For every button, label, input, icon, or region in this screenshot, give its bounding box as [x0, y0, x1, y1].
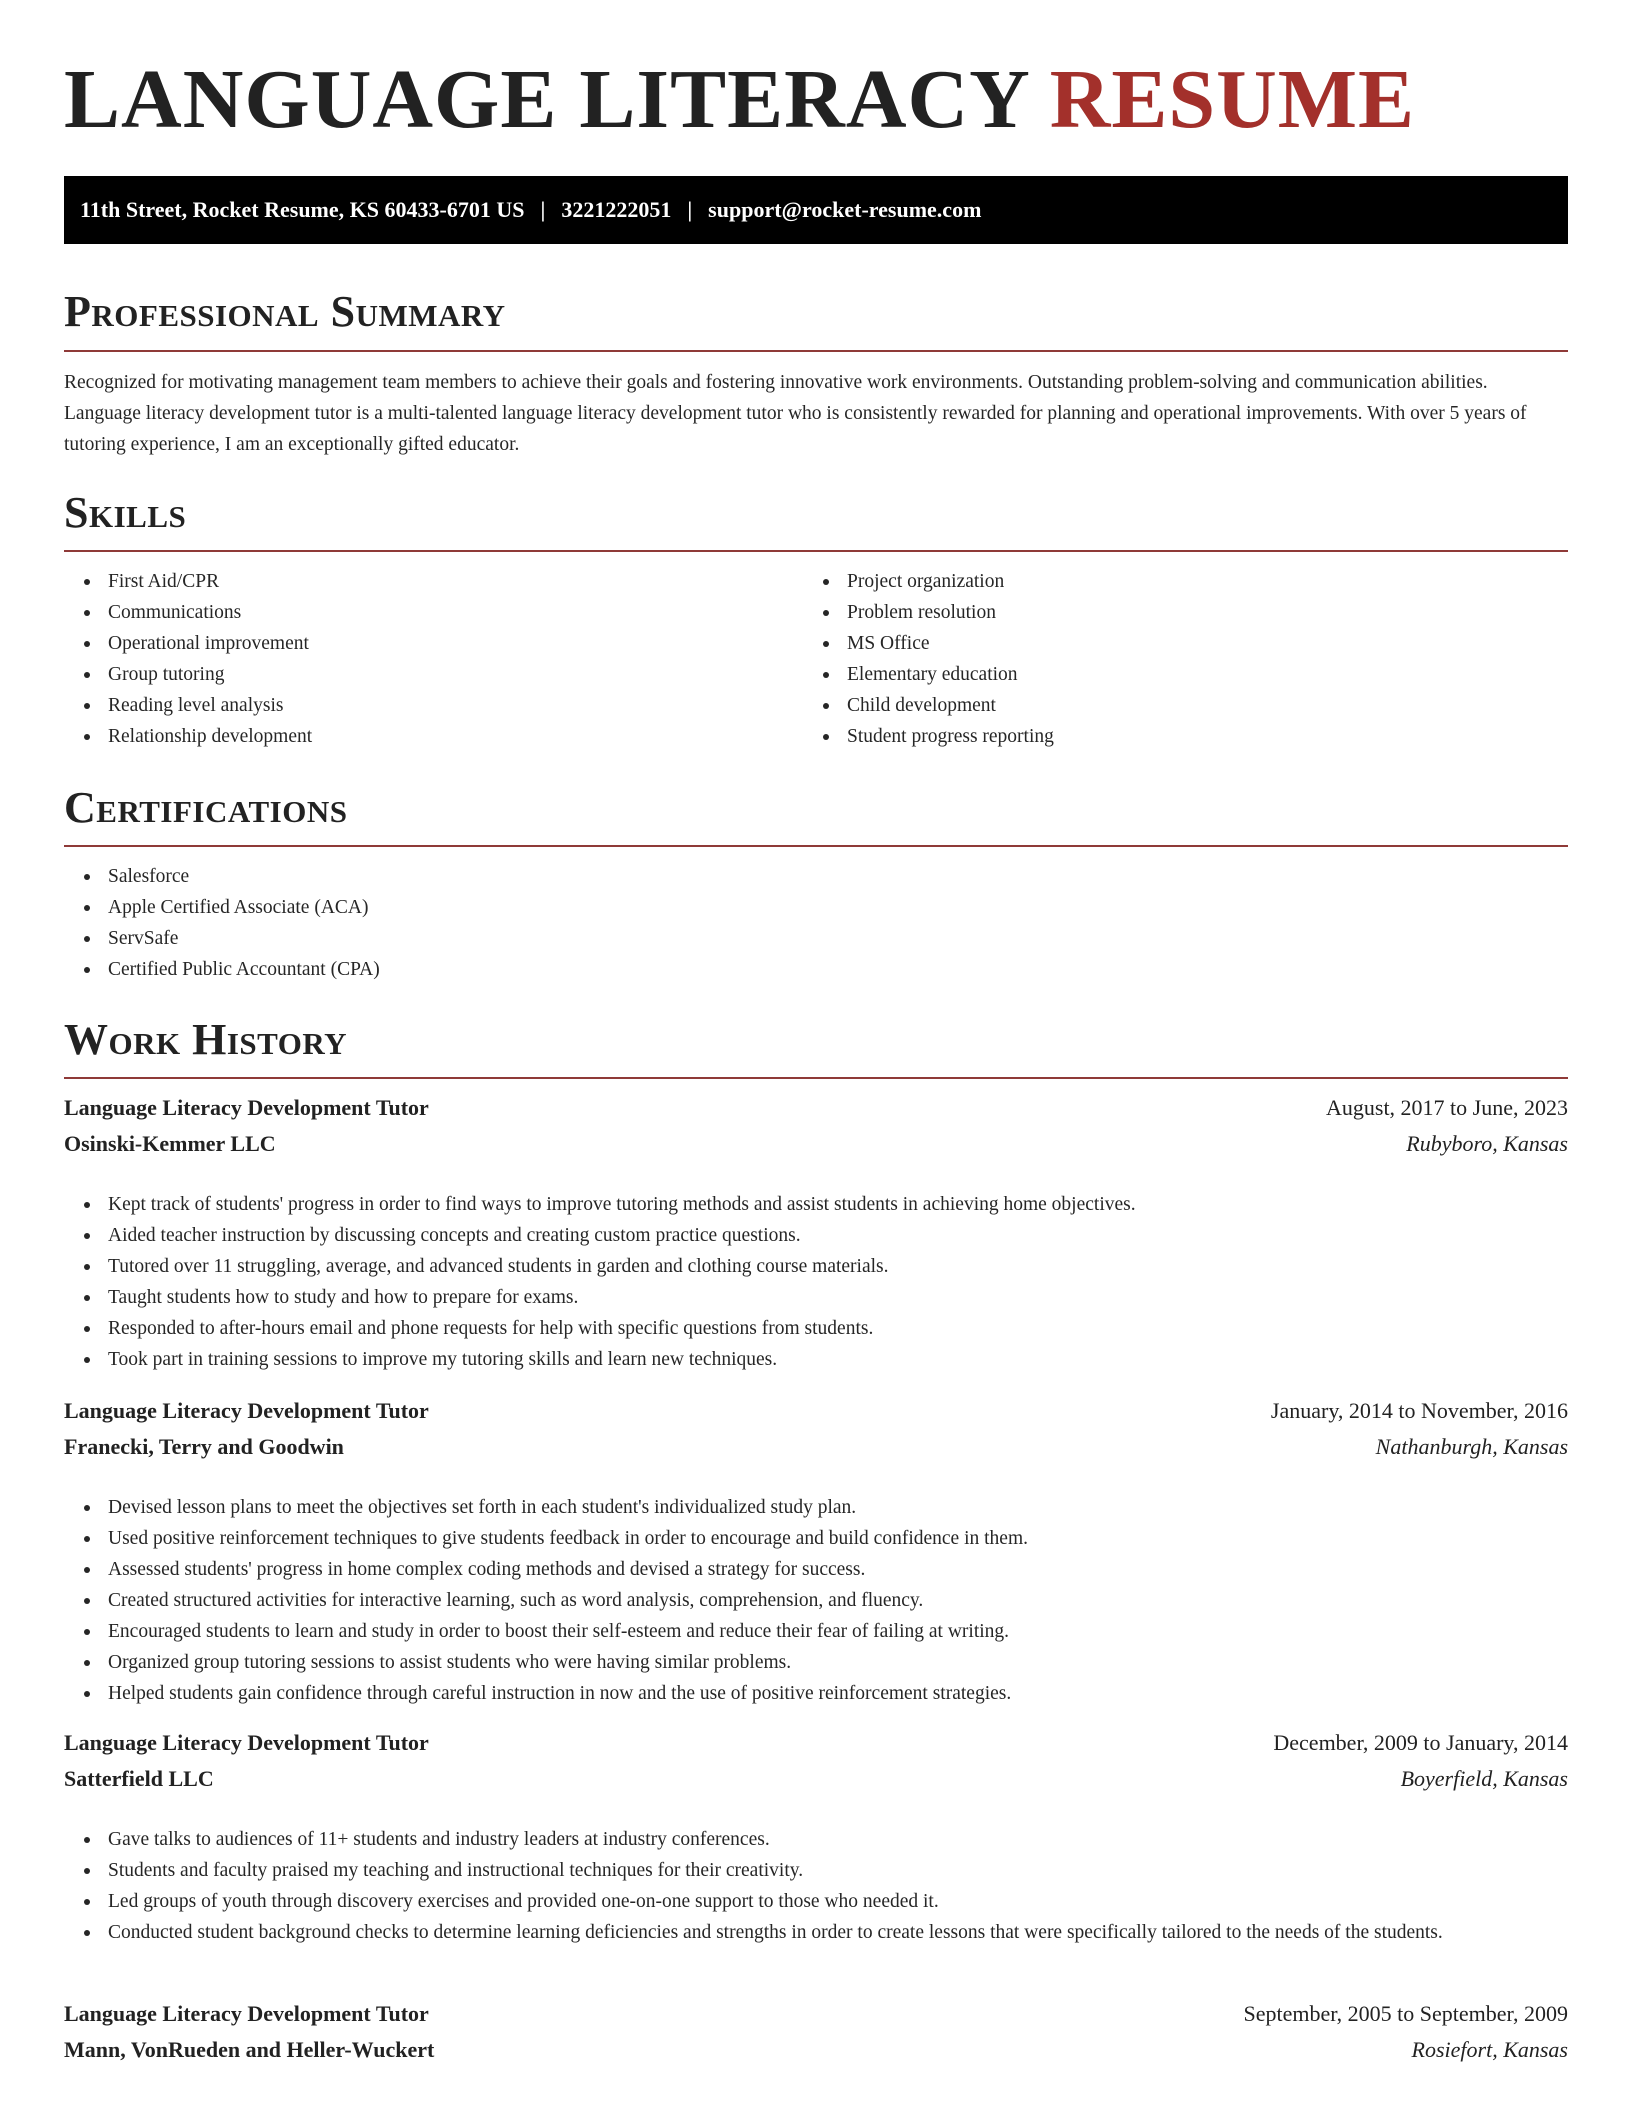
certifications-heading: Certifications	[64, 783, 348, 832]
title-accent: RESUME	[1049, 53, 1416, 146]
summary-heading: Professional Summary	[64, 287, 506, 336]
job-header	[64, 1393, 1568, 1429]
job-header	[64, 1996, 1568, 2032]
list-item: Certified Public Accountant (CPA)	[108, 954, 1568, 985]
work-history-heading: Work History	[64, 1015, 348, 1064]
job-header	[64, 1725, 1568, 1761]
job-title: Language Literacy Development Tutor	[64, 1730, 429, 1755]
list-item: Conducted student background checks to determine learning deficiencies and strengths in order to create lessons that were specifically tailored to the needs of the students.	[108, 1917, 1568, 1948]
job-subheader	[64, 1126, 1568, 1162]
job-duties-list	[64, 1189, 1568, 1375]
job-dates: December, 2009 to January, 2014	[1273, 1730, 1568, 1755]
job-location: Rubyboro, Kansas	[1406, 1131, 1568, 1156]
section-divider	[64, 550, 1568, 552]
list-item: Responded to after-hours email and phone requests for help with specific questions from students.	[108, 1313, 1568, 1344]
job-duties-list	[64, 1492, 1568, 1709]
list-item: Kept track of students' progress in order to find ways to improve tutoring methods and assist students in achieving home objectives.	[108, 1189, 1568, 1220]
list-item: Led groups of youth through discovery exercises and provided one-on-one support to those who needed it.	[108, 1886, 1568, 1917]
job-dates: January, 2014 to November, 2016	[1270, 1398, 1568, 1423]
list-item: Reading level analysis	[108, 690, 788, 721]
job-title: Language Literacy Development Tutor	[64, 1398, 429, 1423]
list-item: Took part in training sessions to improve my tutoring skills and learn new techniques.	[108, 1344, 1568, 1375]
list-item: Encouraged students to learn and study in order to boost their self-esteem and reduce their fear of failing at writing.	[108, 1616, 1568, 1647]
job-dates: August, 2017 to June, 2023	[1326, 1095, 1568, 1120]
skills-list-right	[803, 566, 1567, 752]
title-main: LANGUAGE LITERACY	[64, 53, 1028, 146]
job-company: Osinski-Kemmer LLC	[64, 1131, 276, 1156]
list-item: Used positive reinforcement techniques to give students feedback in order to encourage and build confidence in them.	[108, 1523, 1568, 1554]
resume-title	[64, 53, 1416, 146]
skills-list-left	[64, 566, 788, 752]
list-item: Created structured activities for interactive learning, such as word analysis, comprehension, and fluency.	[108, 1585, 1568, 1616]
list-item: Gave talks to audiences of 11+ students and industry leaders at industry conferences.	[108, 1824, 1568, 1855]
summary-text: Recognized for motivating management team members to achieve their goals and fostering innovative work environments. Outstanding problem-solving and communication abilities. Language literacy development tutor is a multi-talented language literacy development tutor who is consistently rewarded for planning and operational improvements. With over 5 years of tutoring experience, I am an exceptionally gifted educator.	[64, 372, 1527, 455]
section-divider	[64, 845, 1568, 847]
list-item: ServSafe	[108, 923, 1568, 954]
list-item: Problem resolution	[847, 597, 1567, 628]
list-item: Tutored over 11 struggling, average, and advanced students in garden and clothing course materials.	[108, 1251, 1568, 1282]
job-subheader	[64, 2032, 1568, 2068]
list-item: Apple Certified Associate (ACA)	[108, 892, 1568, 923]
job-title: Language Literacy Development Tutor	[64, 2001, 429, 2026]
job-header	[64, 1090, 1568, 1126]
job-location: Nathanburgh, Kansas	[1375, 1434, 1568, 1459]
skills-heading: Skills	[64, 488, 187, 537]
job-company: Franecki, Terry and Goodwin	[64, 1434, 344, 1459]
list-item: Organized group tutoring sessions to assist students who were having similar problems.	[108, 1647, 1568, 1678]
list-item: Students and faculty praised my teaching and instructional techniques for their creativity.	[108, 1855, 1568, 1886]
job-title: Language Literacy Development Tutor	[64, 1095, 429, 1120]
job-subheader	[64, 1761, 1568, 1797]
list-item: Elementary education	[847, 659, 1567, 690]
list-item: Helped students gain confidence through careful instruction in now and the use of positive reinforcement strategies.	[108, 1678, 1568, 1709]
list-item: Communications	[108, 597, 788, 628]
list-item: MS Office	[847, 628, 1567, 659]
list-item: Relationship development	[108, 721, 788, 752]
list-item: Operational improvement	[108, 628, 788, 659]
list-item: Devised lesson plans to meet the objectives set forth in each student's individualized study plan.	[108, 1492, 1568, 1523]
section-divider	[64, 350, 1568, 352]
list-item: Salesforce	[108, 861, 1568, 892]
list-item: Child development	[847, 690, 1567, 721]
job-company: Satterfield LLC	[64, 1766, 214, 1791]
contact-address: 11th Street, Rocket Resume, KS 60433-6701 US	[80, 197, 525, 222]
job-subheader	[64, 1429, 1568, 1465]
list-item: Group tutoring	[108, 659, 788, 690]
job-dates: September, 2005 to September, 2009	[1243, 2001, 1568, 2026]
list-item: Assessed students' progress in home complex coding methods and devised a strategy for success.	[108, 1554, 1568, 1585]
job-location: Boyerfield, Kansas	[1400, 1766, 1568, 1791]
contact-separator: |	[540, 197, 546, 222]
list-item: Project organization	[847, 566, 1567, 597]
contact-bar	[64, 176, 1568, 244]
list-item: Taught students how to study and how to prepare for exams.	[108, 1282, 1568, 1313]
contact-email[interactable]: support@rocket-resume.com	[708, 197, 982, 222]
contact-phone: 3221222051	[561, 197, 672, 222]
section-divider	[64, 1077, 1568, 1079]
job-duties-list	[64, 1824, 1568, 1948]
list-item: Student progress reporting	[847, 721, 1567, 752]
job-company: Mann, VonRueden and Heller-Wuckert	[64, 2037, 435, 2062]
job-location: Rosiefort, Kansas	[1411, 2037, 1568, 2062]
list-item: Aided teacher instruction by discussing concepts and creating custom practice questions.	[108, 1220, 1568, 1251]
list-item: First Aid/CPR	[108, 566, 788, 597]
contact-separator: |	[687, 197, 693, 222]
certifications-list	[64, 861, 1568, 985]
